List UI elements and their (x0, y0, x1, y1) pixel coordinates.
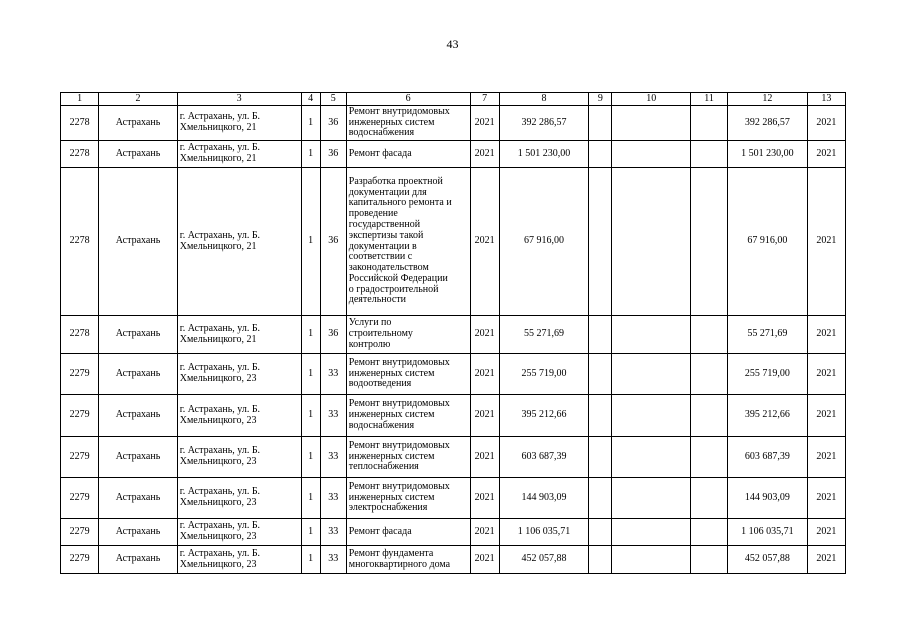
object-id-cell: 2279 (61, 395, 99, 437)
work-type-cell (346, 354, 470, 395)
work-type-line: Ремонт внутридомовых (348, 356, 450, 368)
col10-cell (612, 354, 691, 395)
completion-year-cell: 2021 (807, 141, 845, 168)
col9-cell (589, 354, 612, 395)
col5-cell: 36 (320, 316, 346, 354)
address-cell (177, 168, 301, 316)
col10-cell (612, 106, 691, 141)
city-cell: Астрахань (99, 106, 178, 141)
col10-cell (612, 168, 691, 316)
col5-cell: 36 (320, 168, 346, 316)
year-cell: 2021 (470, 141, 499, 168)
work-type-line: о градостроительной (348, 283, 439, 295)
address-cell (177, 437, 301, 478)
work-type-cell (346, 519, 470, 546)
table-row (61, 519, 846, 546)
table-row (61, 141, 846, 168)
address-line: г. Астрахань, ул. Б. (179, 547, 261, 559)
table-row (61, 395, 846, 437)
object-id-cell: 2279 (61, 519, 99, 546)
col4-cell: 1 (301, 354, 320, 395)
address-line: Хмельницкого, 23 (179, 414, 257, 426)
object-id-cell: 2279 (61, 478, 99, 519)
col9-cell (589, 316, 612, 354)
object-id-cell: 2278 (61, 316, 99, 354)
address-line: Хмельницкого, 23 (179, 497, 257, 508)
address-line: г. Астрахань, ул. Б. (179, 520, 261, 532)
col11-cell (690, 478, 727, 519)
completion-year-cell: 2021 (807, 478, 845, 519)
work-type-line: инженерных систем (348, 116, 435, 128)
column-header-12: 12 (728, 93, 808, 106)
total-cost-cell: 392 286,57 (499, 106, 589, 141)
year-cell: 2021 (470, 395, 499, 437)
year-cell: 2021 (470, 478, 499, 519)
table-row (61, 354, 846, 395)
budget-cost-cell: 1 106 035,71 (728, 519, 808, 546)
budget-cost-cell: 603 687,39 (728, 437, 808, 478)
address-cell (177, 478, 301, 519)
total-cost-cell: 55 271,69 (499, 316, 589, 354)
column-header-11: 11 (690, 93, 727, 106)
col10-cell (612, 141, 691, 168)
address-line: Хмельницкого, 23 (179, 531, 257, 542)
col11-cell (690, 354, 727, 395)
work-type-line: Ремонт фундамента (348, 547, 434, 559)
col9-cell (589, 395, 612, 437)
work-type-cell (346, 478, 470, 519)
col5-cell: 33 (320, 395, 346, 437)
column-header-6: 6 (346, 93, 470, 106)
work-type-cell (346, 141, 470, 168)
object-id-cell: 2278 (61, 106, 99, 141)
col11-cell (690, 106, 727, 141)
col9-cell (589, 168, 612, 316)
work-type-line: документации в (348, 240, 417, 252)
column-header-13: 13 (807, 93, 845, 106)
table-row (61, 168, 846, 316)
address-cell (177, 141, 301, 168)
column-header-10: 10 (612, 93, 691, 106)
address-line: Хмельницкого, 21 (179, 122, 257, 133)
col10-cell (612, 519, 691, 546)
budget-cost-cell: 452 057,88 (728, 546, 808, 574)
total-cost-cell: 67 916,00 (499, 168, 589, 316)
address-line: Хмельницкого, 21 (179, 333, 257, 345)
page-number: 43 (446, 37, 459, 51)
work-type-line: инженерных систем (348, 367, 435, 379)
address-line: г. Астрахань, ул. Б. (179, 142, 261, 154)
work-type-line: Российской Федерации (348, 272, 448, 284)
col4-cell: 1 (301, 546, 320, 574)
work-type-line: электроснабжения (348, 502, 428, 514)
address-line: г. Астрахань, ул. Б. (179, 229, 261, 241)
address-cell (177, 395, 301, 437)
address-line: Хмельницкого, 21 (179, 240, 257, 252)
col5-cell: 33 (320, 354, 346, 395)
work-type-line: водоснабжения (348, 419, 415, 431)
address-line: г. Астрахань, ул. Б. (179, 322, 261, 334)
work-type-line: деятельности (348, 294, 407, 306)
col5-cell: 33 (320, 478, 346, 519)
work-type-line: Разработка проектной (348, 175, 443, 187)
address-line: Хмельницкого, 23 (179, 558, 257, 570)
col10-cell (612, 437, 691, 478)
col4-cell: 1 (301, 106, 320, 141)
col10-cell (612, 546, 691, 574)
city-cell: Астрахань (99, 141, 178, 168)
budget-cost-cell: 255 719,00 (728, 354, 808, 395)
column-header-2: 2 (99, 93, 178, 106)
work-type-line: строительному (348, 328, 413, 340)
completion-year-cell: 2021 (807, 106, 845, 141)
completion-year-cell: 2021 (807, 354, 845, 395)
work-type-cell (346, 168, 470, 316)
object-id-cell: 2279 (61, 437, 99, 478)
total-cost-cell: 603 687,39 (499, 437, 589, 478)
work-type-cell (346, 546, 470, 574)
city-cell: Астрахань (99, 354, 178, 395)
budget-cost-cell: 55 271,69 (728, 316, 808, 354)
work-type-line: государственной (348, 218, 421, 230)
work-type-cell (346, 395, 470, 437)
work-type-line: контролю (348, 338, 391, 350)
city-cell: Астрахань (99, 437, 178, 478)
col5-cell: 36 (320, 106, 346, 141)
total-cost-cell: 255 719,00 (499, 354, 589, 395)
completion-year-cell: 2021 (807, 546, 845, 574)
address-line: Хмельницкого, 23 (179, 456, 257, 467)
table-row (61, 546, 846, 574)
year-cell: 2021 (470, 519, 499, 546)
column-header-8: 8 (499, 93, 589, 106)
table-row (61, 478, 846, 519)
work-type-line: экспертизы такой (348, 229, 424, 241)
header-row (61, 93, 846, 106)
work-type-line: Ремонт внутридомовых (348, 398, 450, 410)
work-type-cell (346, 106, 470, 141)
column-header-1: 1 (61, 93, 99, 106)
city-cell: Астрахань (99, 546, 178, 574)
year-cell: 2021 (470, 168, 499, 316)
work-type-line: Ремонт фасада (348, 147, 412, 159)
city-cell: Астрахань (99, 168, 178, 316)
column-header-5: 5 (320, 93, 346, 106)
total-cost-cell: 452 057,88 (499, 546, 589, 574)
work-type-line: инженерных систем (348, 409, 435, 421)
city-cell: Астрахань (99, 478, 178, 519)
total-cost-cell: 1 501 230,00 (499, 141, 589, 168)
address-line: Хмельницкого, 23 (179, 373, 257, 384)
address-line: Хмельницкого, 21 (179, 153, 257, 164)
col9-cell (589, 437, 612, 478)
completion-year-cell: 2021 (807, 316, 845, 354)
work-type-line: водоснабжения (348, 127, 415, 139)
work-type-line: капитального ремонта и (348, 197, 452, 209)
col4-cell: 1 (301, 478, 320, 519)
table-header (61, 93, 846, 106)
year-cell: 2021 (470, 106, 499, 141)
column-header-7: 7 (470, 93, 499, 106)
city-cell: Астрахань (99, 316, 178, 354)
budget-cost-cell: 67 916,00 (728, 168, 808, 316)
table-body (61, 106, 846, 574)
work-type-line: проведение (348, 208, 398, 220)
address-cell (177, 106, 301, 141)
col9-cell (589, 546, 612, 574)
completion-year-cell: 2021 (807, 168, 845, 316)
col9-cell (589, 519, 612, 546)
col11-cell (690, 316, 727, 354)
object-id-cell: 2279 (61, 354, 99, 395)
table-row (61, 106, 846, 141)
object-id-cell: 2278 (61, 168, 99, 316)
work-type-line: Ремонт фасада (348, 525, 412, 537)
col11-cell (690, 395, 727, 437)
total-cost-cell: 144 903,09 (499, 478, 589, 519)
column-header-4: 4 (301, 93, 320, 106)
work-type-line: Услуги по (348, 317, 392, 329)
address-cell (177, 316, 301, 354)
city-cell: Астрахань (99, 395, 178, 437)
col5-cell: 33 (320, 519, 346, 546)
col4-cell: 1 (301, 168, 320, 316)
year-cell: 2021 (470, 437, 499, 478)
work-type-line: многоквартирного дома (348, 558, 451, 570)
address-cell (177, 354, 301, 395)
work-type-line: законодательством (348, 262, 429, 274)
address-line: г. Астрахань, ул. Б. (179, 111, 261, 123)
city-cell: Астрахань (99, 519, 178, 546)
col4-cell: 1 (301, 316, 320, 354)
column-header-3: 3 (177, 93, 301, 106)
work-type-line: водоотведения (348, 378, 412, 390)
completion-year-cell: 2021 (807, 395, 845, 437)
work-type-line: Ремонт внутридомовых (348, 105, 450, 117)
completion-year-cell: 2021 (807, 437, 845, 478)
table-row (61, 316, 846, 354)
col11-cell (690, 546, 727, 574)
col5-cell: 33 (320, 437, 346, 478)
col9-cell (589, 478, 612, 519)
col11-cell (690, 437, 727, 478)
budget-cost-cell: 395 212,66 (728, 395, 808, 437)
work-type-line: теплоснабжения (348, 461, 419, 473)
col4-cell: 1 (301, 519, 320, 546)
column-header-9: 9 (589, 93, 612, 106)
col11-cell (690, 141, 727, 168)
work-type-line: Ремонт внутридомовых (348, 480, 450, 492)
address-line: г. Астрахань, ул. Б. (179, 486, 261, 498)
address-line: г. Астрахань, ул. Б. (179, 362, 261, 374)
col10-cell (612, 395, 691, 437)
col10-cell (612, 316, 691, 354)
col4-cell: 1 (301, 395, 320, 437)
work-type-cell (346, 316, 470, 354)
total-cost-cell: 395 212,66 (499, 395, 589, 437)
address-line: г. Астрахань, ул. Б. (179, 445, 261, 457)
work-type-line: инженерных систем (348, 491, 435, 503)
year-cell: 2021 (470, 316, 499, 354)
completion-year-cell: 2021 (807, 519, 845, 546)
table-row (61, 437, 846, 478)
col5-cell: 36 (320, 141, 346, 168)
col10-cell (612, 478, 691, 519)
budget-cost-cell: 392 286,57 (728, 106, 808, 141)
budget-cost-cell: 1 501 230,00 (728, 141, 808, 168)
year-cell: 2021 (470, 546, 499, 574)
total-cost-cell: 1 106 035,71 (499, 519, 589, 546)
work-type-line: инженерных систем (348, 450, 435, 462)
object-id-cell: 2278 (61, 141, 99, 168)
address-cell (177, 519, 301, 546)
col4-cell: 1 (301, 141, 320, 168)
col11-cell (690, 168, 727, 316)
work-type-line: Ремонт внутридомовых (348, 439, 450, 451)
col9-cell (589, 106, 612, 141)
col4-cell: 1 (301, 437, 320, 478)
work-type-line: документации для (348, 186, 427, 198)
budget-cost-cell: 144 903,09 (728, 478, 808, 519)
address-cell (177, 546, 301, 574)
work-type-line: соответствии с (348, 251, 413, 263)
col11-cell (690, 519, 727, 546)
work-type-cell (346, 437, 470, 478)
col9-cell (589, 141, 612, 168)
address-line: г. Астрахань, ул. Б. (179, 403, 261, 415)
col5-cell: 33 (320, 546, 346, 574)
year-cell: 2021 (470, 354, 499, 395)
object-id-cell: 2279 (61, 546, 99, 574)
capital-repair-table (60, 92, 846, 574)
